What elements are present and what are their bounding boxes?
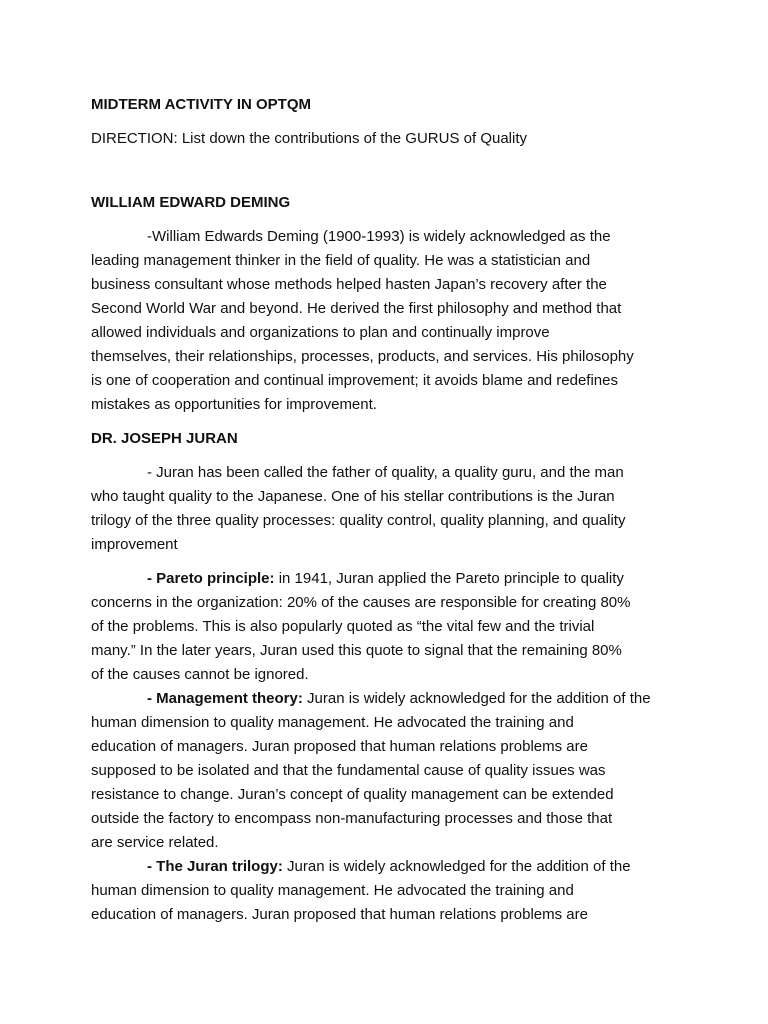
deming-heading: WILLIAM EDWARD DEMING xyxy=(91,194,291,211)
paragraph-line: business consultant whose methods helped hasten Japan’s recovery after the xyxy=(91,276,607,293)
juran-heading: DR. JOSEPH JURAN xyxy=(91,430,238,447)
paragraph-line xyxy=(91,855,691,879)
paragraph-line: themselves, their relationships, processes, products, and services. His philosophy xyxy=(91,348,634,365)
trilogy-label: - The Juran trilogy: xyxy=(147,858,283,875)
management-paragraph xyxy=(91,687,691,855)
paragraph-line: education of managers. Juran proposed that human relations problems are xyxy=(91,906,588,923)
paragraph-line: education of managers. Juran proposed that human relations problems are xyxy=(91,738,588,755)
paragraph-line: -William Edwards Deming (1900-1993) is widely acknowledged as the xyxy=(147,228,611,245)
direction-text: DIRECTION: List down the contributions of the GURUS of Quality xyxy=(91,130,528,147)
paragraph-line: supposed to be isolated and that the fundamental cause of quality issues was xyxy=(91,762,606,779)
paragraph-line: of the problems. This is also popularly quoted as “the vital few and the trivial xyxy=(91,618,595,635)
paragraph-line: is one of cooperation and continual improvement; it avoids blame and redefines xyxy=(91,372,618,389)
paragraph-line: outside the factory to encompass non-manufacturing processes and those that xyxy=(91,810,613,827)
paragraph-line: improvement xyxy=(91,536,178,553)
paragraph-line: mistakes as opportunities for improvement. xyxy=(91,396,377,413)
document-page xyxy=(91,93,691,927)
juran-intro-paragraph xyxy=(91,461,691,557)
pareto-label: - Pareto principle: xyxy=(147,570,275,587)
paragraph-line: trilogy of the three quality processes: quality control, quality planning, and quality xyxy=(91,512,626,529)
paragraph-line: are service related. xyxy=(91,834,219,851)
paragraph-line: of the causes cannot be ignored. xyxy=(91,666,309,683)
paragraph-line: concerns in the organization: 20% of the causes are responsible for creating 80% xyxy=(91,594,631,611)
management-label: - Management theory: xyxy=(147,690,303,707)
trilogy-paragraph xyxy=(91,855,691,927)
page-title: MIDTERM ACTIVITY IN OPTQM xyxy=(91,96,311,113)
trilogy-first-text: Juran is widely acknowledged for the addition of the xyxy=(282,858,631,875)
paragraph-line: many.” In the later years, Juran used this quote to signal that the remaining 80% xyxy=(91,642,622,659)
paragraph-line: resistance to change. Juran’s concept of quality management can be extended xyxy=(91,786,614,803)
paragraph-line: human dimension to quality management. He advocated the training and xyxy=(91,714,574,731)
deming-paragraph xyxy=(91,225,691,417)
paragraph-line xyxy=(91,567,691,591)
paragraph-line: leading management thinker in the field of quality. He was a statistician and xyxy=(91,252,591,269)
paragraph-line xyxy=(91,687,691,711)
paragraph-line: who taught quality to the Japanese. One of his stellar contributions is the Juran xyxy=(91,488,615,505)
paragraph-line: Second World War and beyond. He derived the first philosophy and method that xyxy=(91,300,622,317)
paragraph-line: - Juran has been called the father of quality, a quality guru, and the man xyxy=(147,464,624,481)
pareto-paragraph xyxy=(91,567,691,687)
paragraph-line: human dimension to quality management. He advocated the training and xyxy=(91,882,574,899)
paragraph-line: allowed individuals and organizations to plan and continually improve xyxy=(91,324,550,341)
pareto-first-text: in 1941, Juran applied the Pareto principle to quality xyxy=(274,570,624,587)
management-first-text: Juran is widely acknowledged for the addition of the xyxy=(302,690,651,707)
